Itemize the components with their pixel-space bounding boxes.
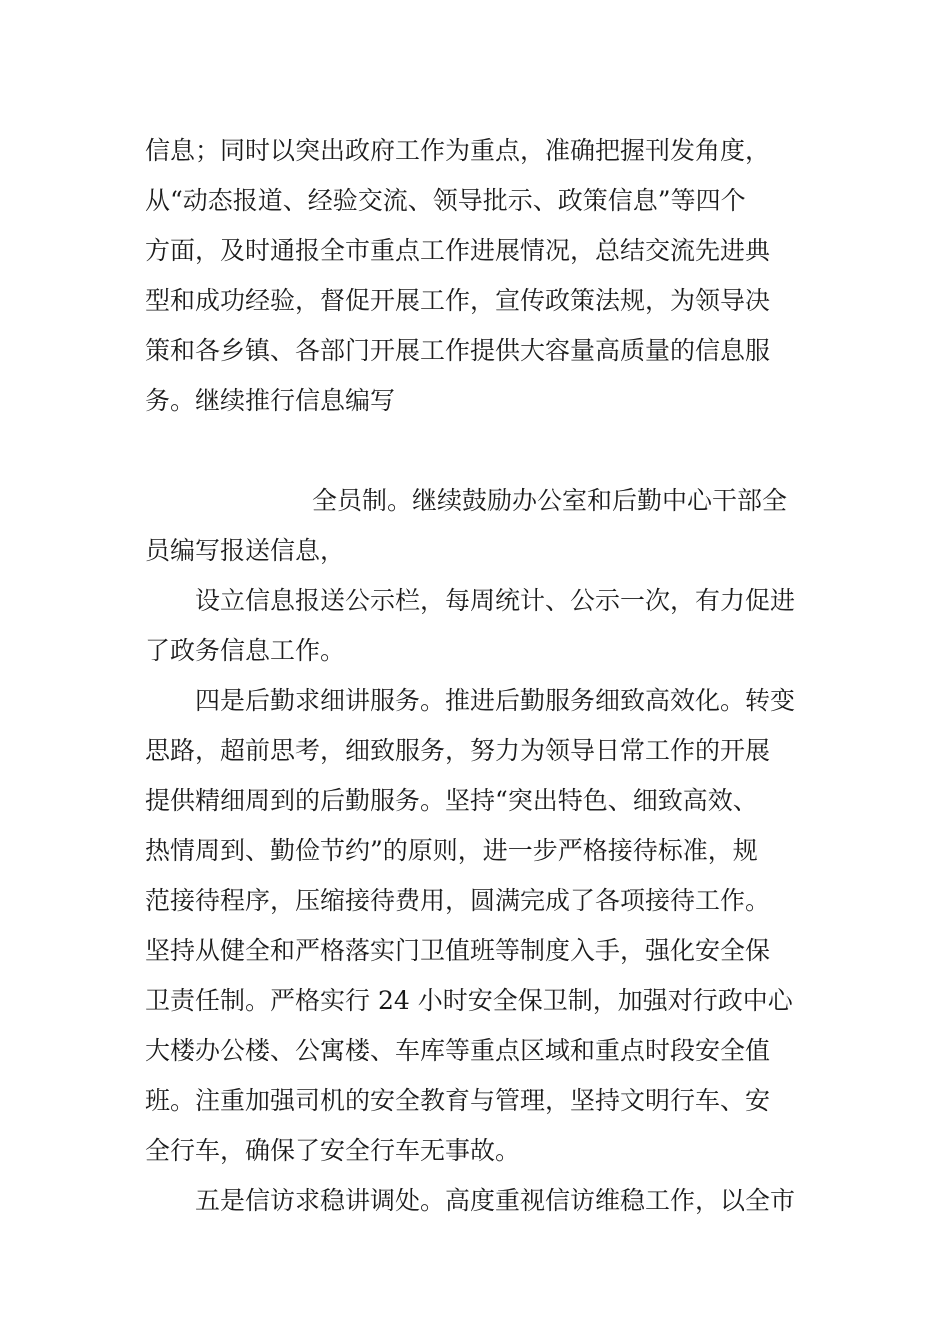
text-line: 坚持从健全和严格落实门卫值班等制度入手，强化安全保 [145, 936, 771, 965]
text-line: 提供精细周到的后勤服务。坚持“突出特色、细致高效、 [145, 786, 758, 815]
text-line: 方面，及时通报全市重点工作进展情况，总结交流先进典 [145, 236, 771, 265]
text-line: 从“动态报道、经验交流、领导批示、政策信息”等四个 [145, 186, 746, 215]
text-line: 全行车，确保了安全行车无事故。 [145, 1136, 521, 1165]
text-line: 卫责任制。严格实行 24 小时安全保卫制，加强对行政中心 [145, 986, 793, 1015]
paragraph-first-line: 五是信访求稳讲调处。高度重视信访维稳工作，以全市 [195, 1186, 796, 1215]
text-line: 务。继续推行信息编写 [145, 386, 396, 415]
text-line: 员编写报送信息， [145, 536, 346, 565]
text-line: 班。注重加强司机的安全教育与管理，坚持文明行车、安 [145, 1086, 771, 1115]
text-line: 全员制。继续鼓励办公室和后勤中心干部全 [312, 486, 788, 515]
text-line: 型和成功经验，督促开展工作，宣传政策法规，为领导决 [145, 286, 771, 315]
text-line: 热情周到、勤俭节约”的原则，进一步严格接待标准，规 [145, 836, 758, 865]
paragraph-first-line: 设立信息报送公示栏，每周统计、公示一次，有力促进 [195, 586, 796, 615]
paragraph-first-line: 四是后勤求细讲服务。推进后勤服务细致高效化。转变 [195, 686, 796, 715]
text-line: 信息；同时以突出政府工作为重点，准确把握刊发角度， [145, 136, 771, 165]
text-line: 范接待程序，压缩接待费用，圆满完成了各项接待工作。 [145, 886, 771, 915]
text-line: 策和各乡镇、各部门开展工作提供大容量高质量的信息服 [145, 336, 771, 365]
text-line: 大楼办公楼、公寓楼、车库等重点区域和重点时段安全值 [145, 1036, 771, 1065]
text-line: 思路，超前思考，细致服务，努力为领导日常工作的开展 [145, 736, 771, 765]
text-line: 了政务信息工作。 [145, 636, 346, 665]
